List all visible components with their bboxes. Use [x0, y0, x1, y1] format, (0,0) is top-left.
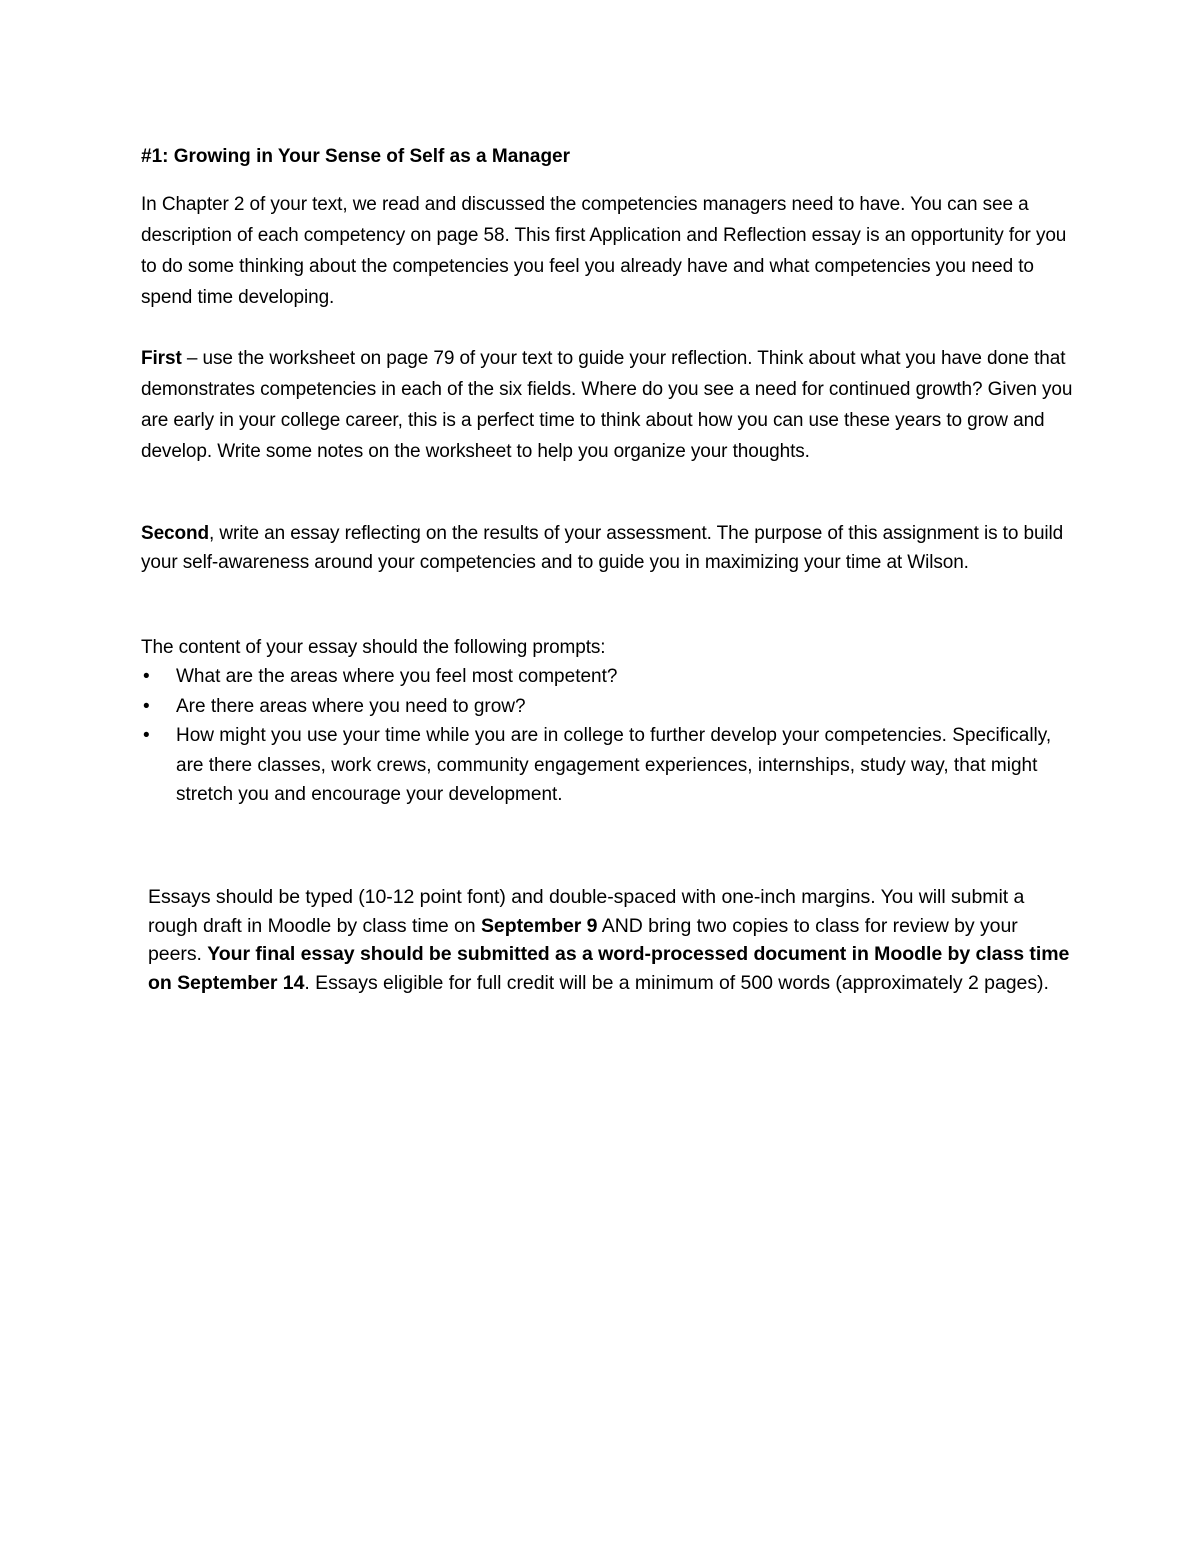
prompts-intro: The content of your essay should the following prompts: [141, 637, 606, 658]
first-label: First [141, 348, 182, 369]
instructions-part3: . Essays eligible for full credit will be a minimum of 500 words (approximately 2 pages). [304, 972, 1049, 995]
list-item [141, 662, 1081, 692]
second-step-paragraph [141, 519, 1081, 577]
first-step-paragraph [141, 343, 1081, 467]
bullet-icon: • [143, 695, 150, 717]
first-step-text: – use the worksheet on page 79 of your text to guide your reflection. Think about what you have done that demonstrates competencies in each of the six fields. Where do you see a need for continued growth? Given you are early in your college career, this is a perfect time to think about how you can use these years to grow and develop. Write some notes on the worksheet to help you organize your thoughts. [141, 348, 1073, 462]
intro-paragraph: In Chapter 2 of your text, we read and discussed the competencies managers need to have. You can see a description of each competency on page 58. This first Application and Reflection essay is an opportunity for you to do some thinking about the competencies you feel you already have and what competencies you need to spend time developing. [141, 194, 1067, 308]
prompts-list [141, 662, 1081, 810]
second-step-text: , write an essay reflecting on the results of your assessment. The purpose of this assignment is to build your self-awareness around your competencies and to guide you in maximizing your time at Wilson. [141, 523, 1064, 573]
draft-due-date: September 9 [480, 914, 598, 937]
prompt-text: What are the areas where you feel most competent? [176, 666, 618, 687]
prompt-text: Are there areas where you need to grow? [176, 695, 526, 717]
bullet-icon: • [143, 666, 150, 687]
document-title: #1: Growing in Your Sense of Self as a Manager [141, 146, 571, 167]
instructions-part1: Essays should be typed (10-12 point font) and double-spaced with one-inch margins. You will submit a rough draft in Moodle by class time on [148, 886, 1025, 937]
list-item [141, 721, 1081, 810]
prompt-text: How might you use your time while you are in college to further develop your competencies. Specifically, are there classes, work crews, community engagement experiences, internships, study way, that might stretch you and encourage your development. [176, 725, 1052, 805]
bullet-icon: • [143, 725, 150, 746]
submission-instructions [148, 883, 1073, 998]
list-item [141, 692, 1081, 722]
final-essay-deadline: Your final essay should be submitted as a word-processed document in Moodle by class time on September 14 [148, 943, 1070, 995]
instructions-part2: AND bring two copies to class for review by your peers. [148, 914, 1018, 966]
second-label: Second [141, 523, 210, 544]
